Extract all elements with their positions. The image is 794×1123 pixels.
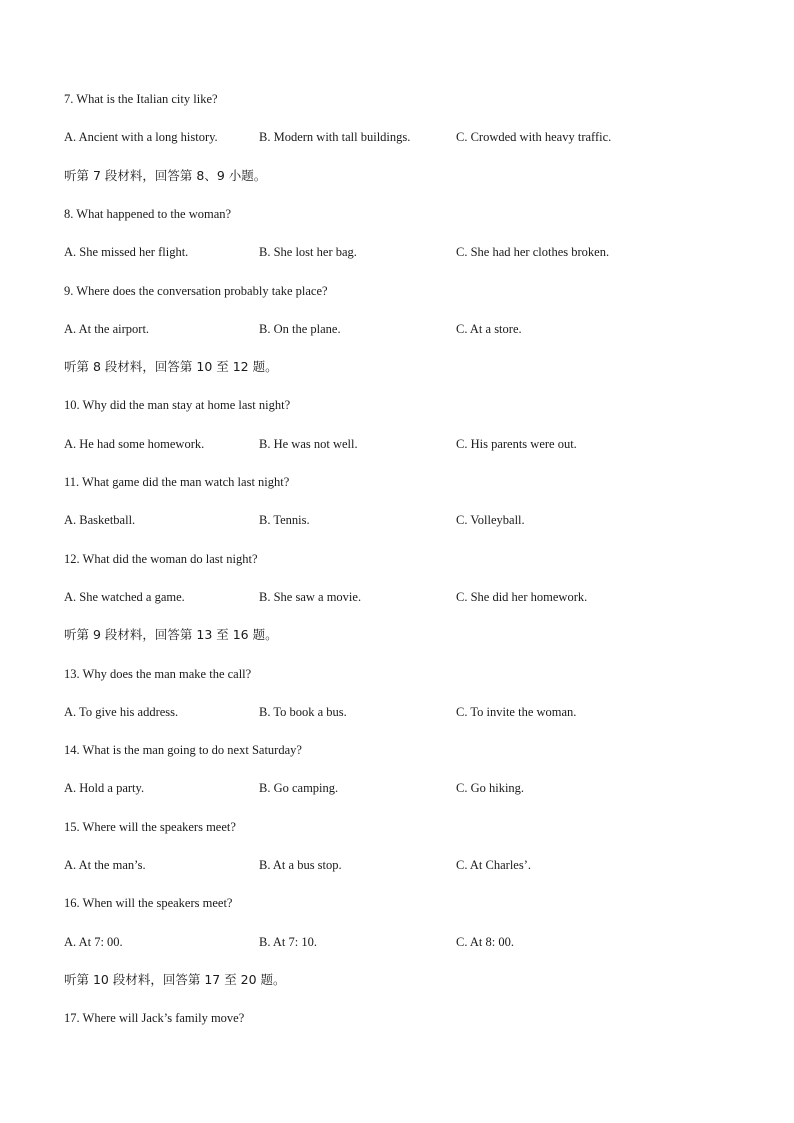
question-text: 13. Why does the man make the call?	[64, 666, 252, 681]
option-b: B. She saw a movie.	[259, 589, 362, 604]
answer-options	[64, 511, 734, 529]
option-c: C. At Charles’.	[456, 858, 531, 872]
answer-options	[64, 320, 734, 338]
question-text: 8. What happened to the woman?	[64, 206, 232, 221]
question-text: 9. Where does the conversation probably take place?	[64, 283, 328, 298]
option-c: C. Crowded with heavy traffic.	[456, 130, 612, 145]
option-c: C. Go hiking.	[456, 781, 525, 796]
answer-options	[64, 243, 734, 261]
answer-options	[64, 128, 734, 146]
option-b: B. She lost her bag.	[259, 245, 357, 260]
section-instruction: 听第 9 段材料，回答第 13 至 16 题。	[64, 627, 278, 643]
option-a: A. Basketball.	[64, 513, 136, 528]
option-b: B. Tennis.	[259, 513, 310, 528]
option-b: B. At a bus stop.	[259, 858, 342, 872]
question-text: 14. What is the man going to do next Saturday?	[64, 743, 302, 758]
answer-options	[64, 588, 734, 606]
option-a: A. He had some homework.	[64, 436, 205, 451]
option-b: B. Go camping.	[259, 781, 339, 796]
option-c: C. At a store.	[456, 321, 522, 336]
option-b: B. Modern with tall buildings.	[259, 130, 411, 145]
section-instruction: 听第 10 段材料，回答第 17 至 20 题。	[64, 971, 286, 987]
option-c: C. She had her clothes broken.	[456, 245, 610, 260]
answer-options	[64, 703, 734, 721]
section-instruction: 听第 8 段材料，回答第 10 至 12 题。	[64, 359, 278, 375]
option-a: A. At 7: 00.	[64, 934, 123, 949]
answer-options	[64, 933, 734, 951]
answer-options	[64, 779, 734, 797]
question-text: 15. Where will the speakers meet?	[64, 819, 236, 834]
option-c: C. To invite the woman.	[456, 704, 577, 719]
option-a: A. At the airport.	[64, 321, 150, 336]
question-text: 12. What did the woman do last night?	[64, 551, 258, 566]
answer-options	[64, 856, 734, 874]
option-a: A. She missed her flight.	[64, 245, 189, 260]
option-b: B. To book a bus.	[259, 704, 347, 719]
question-text: 16. When will the speakers meet?	[64, 896, 233, 911]
option-a: A. Hold a party.	[64, 781, 145, 796]
option-c: C. At 8: 00.	[456, 934, 514, 949]
option-c: C. His parents were out.	[456, 436, 577, 451]
option-b: B. He was not well.	[259, 436, 358, 451]
option-c: C. Volleyball.	[456, 513, 525, 528]
question-text: 17. Where will Jack’s family move?	[64, 1011, 245, 1026]
option-a: A. Ancient with a long history.	[64, 130, 218, 145]
option-a: A. She watched a game.	[64, 589, 185, 604]
answer-options	[64, 435, 734, 453]
option-b: B. On the plane.	[259, 321, 341, 336]
question-text: 7. What is the Italian city like?	[64, 92, 218, 106]
option-a: A. To give his address.	[64, 704, 179, 719]
option-b: B. At 7: 10.	[259, 934, 317, 949]
section-instruction: 听第 7 段材料，回答第 8、9 小题。	[64, 167, 267, 183]
question-text: 11. What game did the man watch last night?	[64, 475, 290, 489]
question-text: 10. Why did the man stay at home last night?	[64, 398, 291, 413]
option-a: A. At the man’s.	[64, 858, 146, 872]
option-c: C. She did her homework.	[456, 589, 588, 604]
